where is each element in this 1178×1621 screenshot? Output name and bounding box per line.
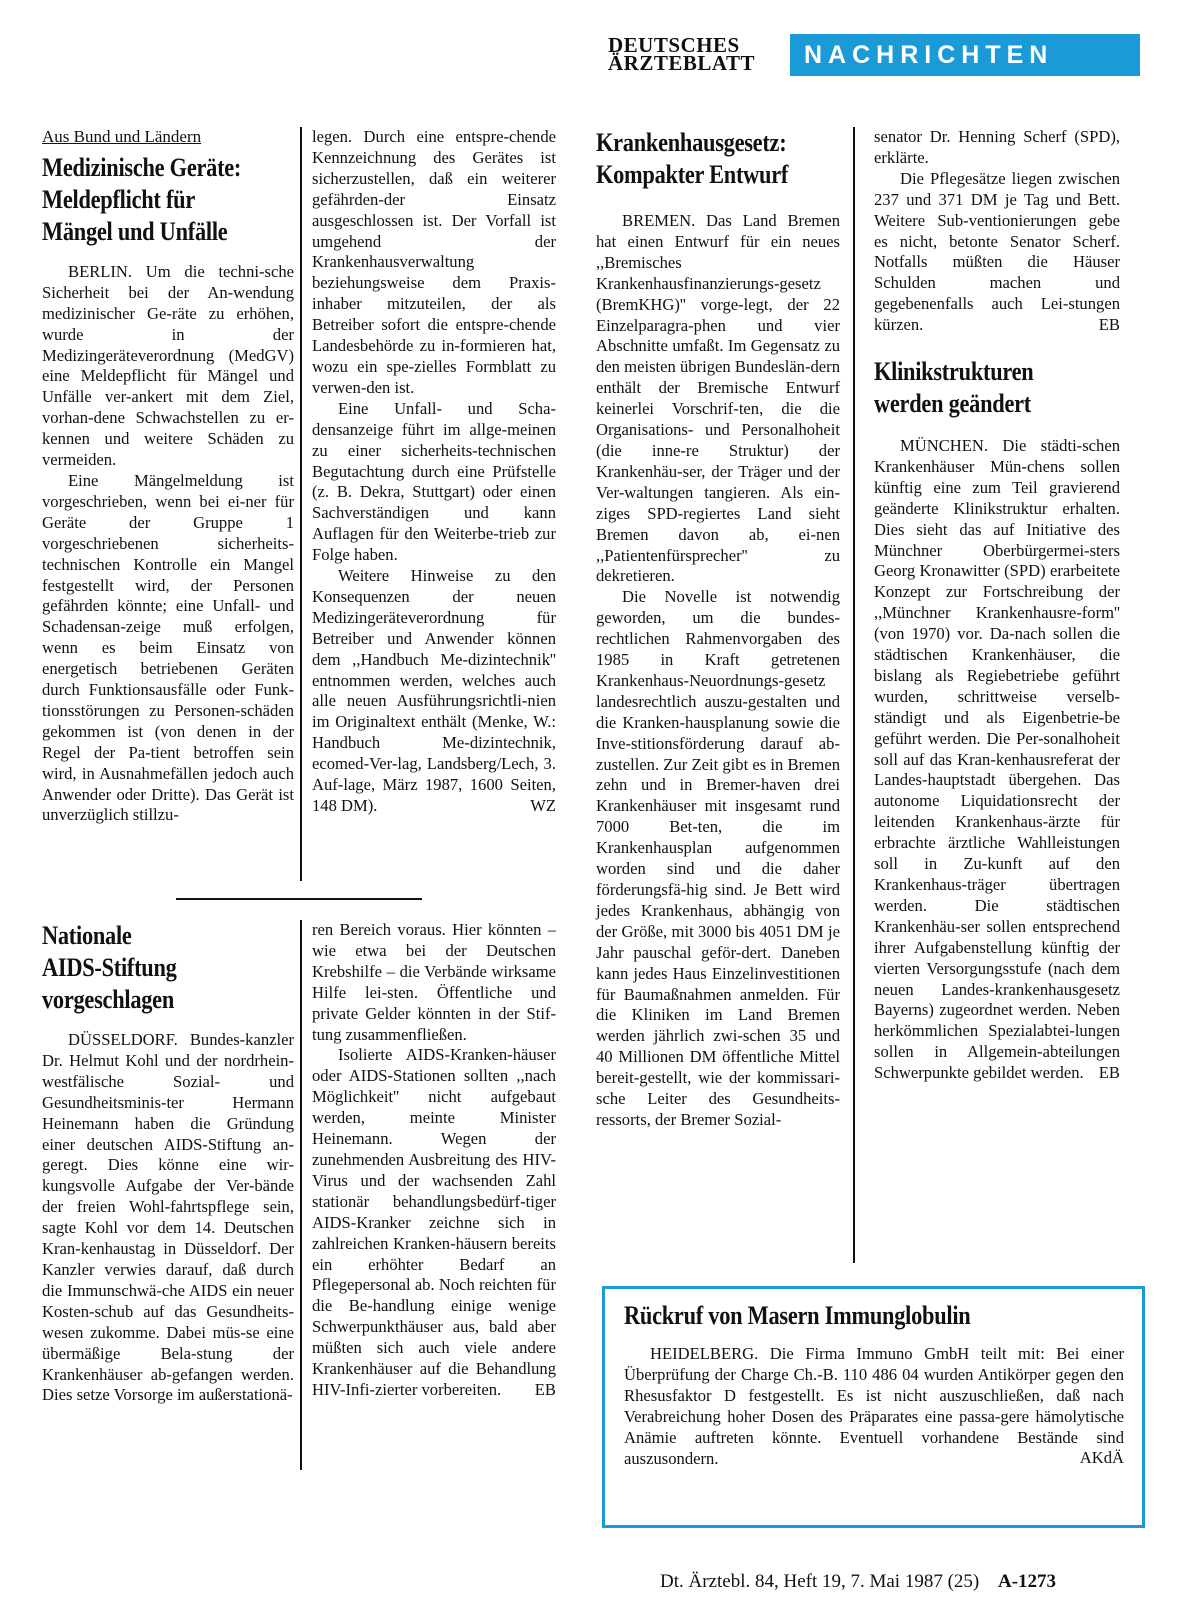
section-banner: NACHRICHTEN (790, 34, 1140, 76)
article-5 (624, 1300, 1124, 1469)
article-separator (176, 898, 422, 900)
page-footer (660, 1571, 1056, 1593)
logo-line-1: DEUTSCHES (608, 33, 740, 57)
article-1-paragraph: Eine Mängelmeldung ist vorgeschrieben, wenn bei ei-ner für Geräte der Gruppe 1 vorgeschriebenen sicherheits-technischen Kontrolle ein Mangel festgestellt wird, der Personen gefährden könnte; eine Unfall- und Schadensan-zeige muß erfolgen, wenn es beim Einsatz von energetisch betriebenen Geräten durch Funktionsausfälle oder Funk-tionsstörungen zu Personen-schäden gekommen ist (von denen in der Regel der Pa-tient betroffen sein wird, in Ausnahmefällen jedoch auch Anwender oder Dritte). Das Gerät ist unverzüglich stillzu- (42, 470, 294, 825)
article-3-signature: EB (1098, 315, 1120, 335)
article-4-signature: EB (1098, 1063, 1120, 1083)
article-3-paragraph: senator Dr. Henning Scherf (SPD), erklärte. (874, 127, 1120, 167)
article-1-headline-line-2: Meldepflicht für (42, 184, 195, 214)
article-2-paragraph: DÜSSELDORF. Bundes-kanzler Dr. Helmut Kohl und der nordrhein-westfälische Sozial- und Gesundheitsminis-ter Hermann Heinemann haben die Gründung einer deutschen AIDS-Stiftung an-geregt. Dies könne eine wir-kungsvolle Aufgabe der Ver-bände der freien Wohl-fahrtspflege sein, sagte Kohl vor dem 14. Deutschen Kran-kenhaustag in Düsseldorf. Der Kanzler verwies darauf, daß durch die Immunschwä-che AIDS ein neuer Kosten-schub auf das Gesundheits-wesen zukomme. Dabei müs-se eine übermäßige Bela-stung der Krankenhäuser ab-gefangen werden. Dies setze Vorsorge im außerstationä- (42, 1030, 294, 1405)
article-2-column-2 (312, 920, 556, 1401)
article-2-headline-line-2: AIDS-Stiftung (42, 953, 177, 982)
article-3-column-1 (596, 127, 840, 1131)
column-rule (853, 127, 855, 1263)
article-3-paragraph: Die Novelle ist notwendig geworden, um die bundes-rechtlichen Rahmenvorgaben des 1985 in Kraft getretenen Krankenhaus-Neuordnungs-gesetz landesrechtlich auszu-gestalten und die Kranken-hausplanung sowie die Inve-stitionsförderung darauf ab-zustellen. Zur Zeit gibt es in Bremen zehn und in Bremer-haven drei Krankenhäuser mit insgesamt rund 7000 Bet-ten, die im Krankenhausplan aufgenommen worden sind und die daher förderungsfä-hig sind. Je Bett wird jedes Krankenhaus, abhängig von der Größe, mit 3000 bis 4051 DM je Jahr pauschal geför-dert. Daneben kann jedes Haus Einzelinvestitionen für Baumaßnahmen anmelden. Für die Kliniken im Land Bremen werden jährlich zwi-schen 35 und 40 Millionen DM öffentliche Mittel bereit-gestellt, wie der kommissari-sche Leiter des Gesundheits-ressorts, der Bremer Sozial- (596, 587, 840, 1129)
article-4-headline-line-2: werden geändert (874, 388, 1031, 418)
article-2-headline-line-3: vorgeschlagen (42, 985, 175, 1014)
article-4-paragraph: MÜNCHEN. Die städti-schen Krankenhäuser Mün-chens sollen künftig eine zum Teil gravierend geänderte Klinikstruktur erhalten. Dies sieht das auf Initiative des Münchner Oberbürgermei-sters Georg Kronawitter (SPD) erarbeitete Konzept zur Fortschreibung der ,,Münchner Krankenhausre-form'' (von 1970) vor. Da-nach sollen die städtischen Krankenhäuser, die bislang als Regiebetriebe geführt wurden, schrittweise verselb-ständigt und als Eigenbetrie-be geführt werden. Die Per-sonalhoheit soll auf das Kran-kenhausreferat der Landes-hauptstadt übergehen. Das autonome Liquidationsrecht der leitenden Krankenhaus-ärzte für erbrachte ärztliche Wahlleistungen soll in Zu-kunft auf den Krankenhaus-träger übertragen werden. Die städtischen Krankenhäu-ser sollen entsprechend ihrer Aufgabenstellung künftig der vierten Versorgungsstufe (nach dem neuen Landes-krankenhausgesetz Bayerns) zugeordnet werden. Neben herkömmlichen Spezialabtei-lungen sollen in Allgemein-abteilungen Schwerpunkte gebildet werden. (874, 435, 1120, 1083)
article-1-headline-line-1: Medizinische Geräte: (42, 152, 242, 182)
article-2-paragraph: ren Bereich voraus. Hier könnten – wie etwa bei der Deutschen Krebshilfe – die Verbände wirksame Hilfe lei-sten. Öffentliche und private Gelder könnten in der Stif-tung zusammenfließen. (312, 920, 556, 1044)
article-1-headline-line-3: Mängel und Unfälle (42, 216, 228, 246)
article-3-paragraph: BREMEN. Das Land Bremen hat einen Entwurf für ein neues ,,Bremisches Krankenhausfinanzierungs-gesetz (BremKHG)'' vorge-legt, der 22 Einzelparagra-phen und vier Abschnitte umfaßt. Im Gegensatz zu den meisten übrigen Bundeslän-dern enthält der Bremische Entwurf keinerlei Vorschrif-ten, die die Organisations- und Personalhoheit (die inne-re Struktur) der Krankenhäu-ser, der Träger und der Ver-waltungen tangieren. Als ein-ziges SPD-regiertes Land sieht Bremen davon ab, ei-nen ,,Patientenfürsprecher'' zu dekretieren. (596, 211, 840, 586)
article-5-paragraph: HEIDELBERG. Die Firma Immuno GmbH teilt mit: Bei einer Überprüfung der Charge Ch.-B. 110 486 04 wurden Antikörper gegen den Rhesusfaktor D festgestellt. Es ist nicht auszuschließen, daß nach Verabreichung hoher Dosen des Präparates eine passa-gere hämolytische Anämie auftreten könnte. Eventuell vorhandene Bestände sind auszusondern. (624, 1344, 1124, 1468)
page-number: A-1273 (998, 1571, 1057, 1592)
article-3-column-2 (874, 127, 1120, 1084)
article-2-column-1 (42, 920, 294, 1406)
article-2-signature: EB (534, 1379, 556, 1399)
article-1-signature: WZ (530, 795, 556, 815)
article-3-paragraph: Die Pflegesätze liegen zwischen 237 und 371 DM je Tag und Bett. Weitere Sub-ventionierungen gebe es nicht, betonte Senator Scherf. Notfalls müßten die Häuser Schulden machen und gegebenenfalls auch Lei-stungen kürzen. (874, 168, 1120, 335)
article-2-headline-line-1: Nationale (42, 921, 132, 950)
article-5-signature: AKdÄ (1079, 1448, 1124, 1468)
column-rule (300, 127, 302, 881)
article-1-paragraph: BERLIN. Um die techni-sche Sicherheit bei der An-wendung medizinischer Ge-räte zu erhöhen, wurde in der Medizingeräteverordnung (MedGV) eine Meldepflicht für Mängel und Unfälle ver-ankert mit dem Ziel, vorhan-dene Schwachstellen zu er-kennen und weitere Schäden zu vermeiden. (42, 261, 294, 470)
column-rule (300, 920, 302, 1470)
article-4-headline-line-1: Klinikstrukturen (874, 356, 1034, 386)
section-kicker: Aus Bund und Ländern (42, 127, 202, 146)
logo-line-2: ÄRZTEBLATT (608, 51, 755, 75)
article-1-paragraph: legen. Durch eine entspre-chende Kennzeichnung des Gerätes ist sicherzustellen, daß ein weiterer gefährden-der Einsatz ausgeschlossen ist. Der Vorfall ist umgehend der Krankenhausverwaltung beziehungsweise dem Praxis-inhaber mitzuteilen, der als Betreiber sofort die entspre-chende Landesbehörde zu in-formieren hat, wozu ein spe-zielles Formblatt zu verwen-den ist. (312, 127, 556, 397)
article-5-headline: Rückruf von Masern Immunglobulin (624, 1301, 971, 1330)
journal-logo (608, 33, 780, 75)
article-3-headline-line-2: Kompakter Entwurf (596, 160, 789, 189)
article-1-paragraph: Weitere Hinweise zu den Konsequenzen der neuen Medizingeräteverordnung für Betreiber und Anwender können dem ,,Handbuch Me-dizintechnik'' entnommen werden, welches auch alle neuen Ausführungsrichtli-nien im Originaltext enthält (Menke, W.: Handbuch Me-dizintechnik, ecomed-Ver-lag, Landsberg/Lech, 3. Auf-lage, März 1987, 1600 Seiten, 148 DM). (312, 566, 556, 815)
article-1-paragraph: Eine Unfall- und Scha-densanzeige führt im allge-meinen zu einer sicherheits-technischen Begutachtung durch eine Prüfstelle (z. B. Dekra, Stuttgart) oder einen Sachverständigen und kann Auflagen für den Weiterbe-trieb zur Folge haben. (312, 398, 556, 565)
citation: Dt. Ärztebl. 84, Heft 19, 7. Mai 1987 (25) (660, 1571, 980, 1592)
article-2-paragraph: Isolierte AIDS-Kranken-häuser oder AIDS-Stationen sollten ,,nach Möglichkeit'' nicht aufgebaut werden, meinte Minister Heinemann. Wegen der zunehmenden Ausbreitung des HIV-Virus und der wachsenden Zahl stationär behandlungsbedürf-tiger AIDS-Kranker zeichne sich in zahlreichen Kranken-häusern bereits ein erhöhter Bedarf an Pflegepersonal ab. Noch reichten für die Be-handlung einige wenige Schwerpunkthäuser aus, bald aber müßten sich auch viele andere Krankenhäuser auf die Behandlung HIV-Infi-zierter vorbereiten. (312, 1045, 556, 1399)
article-1-column-2 (312, 127, 556, 817)
article-1-column-1 (42, 127, 294, 826)
article-3-headline-line-1: Krankenhausgesetz: (596, 128, 787, 157)
